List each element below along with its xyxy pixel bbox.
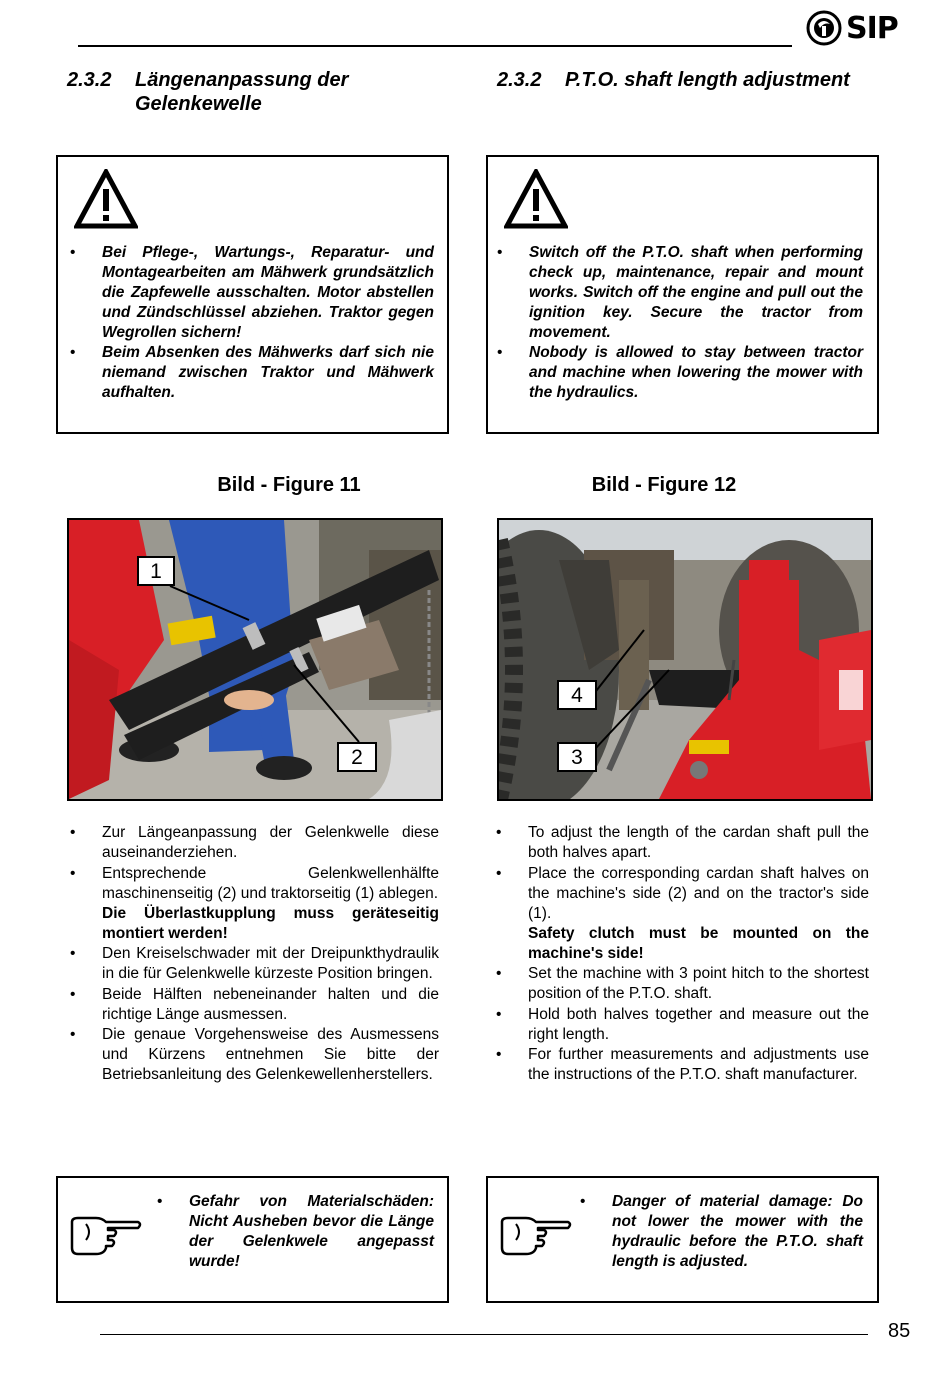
- page-number: 85: [888, 1320, 911, 1342]
- note-text: • Danger of material damage: Do not lower the mower with the hydraulic before the P.T.O. shaft length is adjusted.: [612, 1192, 863, 1272]
- note-text: • Gefahr von Materialschäden: Nicht Ausheben bevor die Länge der Gelenkwele angepasst wurde!: [189, 1192, 434, 1272]
- list-item: [528, 964, 869, 1004]
- list-item: [102, 944, 439, 984]
- pointing-hand-icon: [68, 1214, 144, 1258]
- figure-label-1: 1: [137, 556, 175, 586]
- step-text: Den Kreiselschwader mit der Dreipunkthydraulik in die für Gelenkwelle kürzeste Position bringen.: [102, 945, 439, 982]
- note-box-en: [486, 1176, 879, 1303]
- list-item: [528, 1005, 869, 1045]
- warning-list: [529, 243, 863, 403]
- section-title: P.T.O. shaft length adjustment: [565, 69, 850, 91]
- step-warning: Die Überlastkupplung muss geräteseitig montiert werden!: [102, 904, 439, 942]
- step-text: To adjust the length of the cardan shaft pull the both halves apart.: [528, 824, 869, 861]
- step-text: Set the machine with 3 point hitch to the shortest position of the P.T.O. shaft.: [528, 965, 869, 1002]
- list-item: [102, 864, 439, 944]
- list-item: [102, 823, 439, 863]
- warning-item: • Bei Pflege-, Wartungs-, Reparatur- und Montagearbeiten am Mähwerk grundsätzlich die Zapfewelle ausschalten. Motor abstellen und Zündschlüssel abziehen. Traktor gegen Wegrollen sichern!: [102, 243, 434, 343]
- figure-label-3: 3: [557, 742, 597, 772]
- section-number: 2.3.2: [67, 69, 112, 91]
- list-item: [102, 1025, 439, 1085]
- note-box-de: [56, 1176, 449, 1303]
- brand-name: SIP: [846, 10, 898, 46]
- header-rule: [78, 45, 792, 47]
- figure-label-2: 2: [337, 742, 377, 772]
- warning-box-en: [486, 155, 879, 434]
- step-text: Zur Längeanpassung der Gelenkwelle diese auseinanderziehen.: [102, 824, 439, 861]
- warning-triangle-icon: [504, 169, 568, 229]
- section-title-line2: Gelenkewelle: [135, 93, 262, 115]
- figure-12-illustration: [499, 520, 871, 799]
- brand-logo: [806, 8, 916, 48]
- figure-12-photo: [497, 518, 873, 801]
- sip-logo-icon: [806, 10, 842, 46]
- note-list: [189, 1192, 434, 1272]
- warning-item: • Beim Absenken des Mähwerks darf sich nie niemand zwischen Traktor und Mähwerk aufhalten.: [102, 343, 434, 403]
- warning-triangle-icon: [74, 169, 138, 229]
- list-item: [528, 1045, 869, 1085]
- step-text: For further measurements and adjustments use the instructions of the P.T.O. shaft manufacturer.: [528, 1046, 869, 1083]
- section-title-line1: Längenanpassung der: [135, 69, 349, 91]
- section-number: 2.3.2: [497, 69, 542, 91]
- steps-list-de: [102, 823, 439, 1086]
- step-text: Place the corresponding cardan shaft halves on the machine's side (2) and on the tractor's side (1).: [528, 864, 869, 922]
- list-item: [528, 864, 869, 964]
- warning-item: • Nobody is allowed to stay between tractor and machine when lowering the mower with the hydraulics.: [529, 343, 863, 403]
- footer-rule: [100, 1334, 868, 1335]
- figure-11-title: Bild - Figure 11: [217, 474, 361, 496]
- section-heading-en: [497, 68, 917, 92]
- step-text: Entsprechende Gelenkwellenhälfte maschinenseitig (2) und traktorseitig (1) ablegen.: [102, 864, 439, 902]
- steps-list-en: [528, 823, 869, 1086]
- step-warning: Safety clutch must be mounted on the machine's side!: [528, 924, 869, 962]
- figure-11-illustration: [69, 520, 441, 799]
- note-list: [612, 1192, 863, 1272]
- list-item: [528, 823, 869, 863]
- step-text: Beide Hälften nebeneinander halten und die richtige Länge ausmessen.: [102, 985, 439, 1023]
- list-item: [102, 985, 439, 1025]
- figure-label-4: 4: [557, 680, 597, 710]
- warning-item: • Switch off the P.T.O. shaft when performing check up, maintenance, repair and mount works. Switch off the engine and pull out the ignition key. Secure the tractor from movement.: [529, 243, 863, 343]
- pointing-hand-icon: [498, 1214, 574, 1258]
- figure-12-title: Bild - Figure 12: [591, 474, 737, 496]
- figure-11-photo: [67, 518, 443, 801]
- warning-list: [102, 243, 434, 403]
- warning-box-de: [56, 155, 449, 434]
- section-heading-de: [67, 68, 447, 116]
- step-text: Hold both halves together and measure out the right length.: [528, 1005, 869, 1043]
- step-text: Die genaue Vorgehensweise des Ausmessens und Kürzens entnehmen Sie bitte der Betriebsanleitung des Gelenkewellenherstellers.: [102, 1026, 439, 1083]
